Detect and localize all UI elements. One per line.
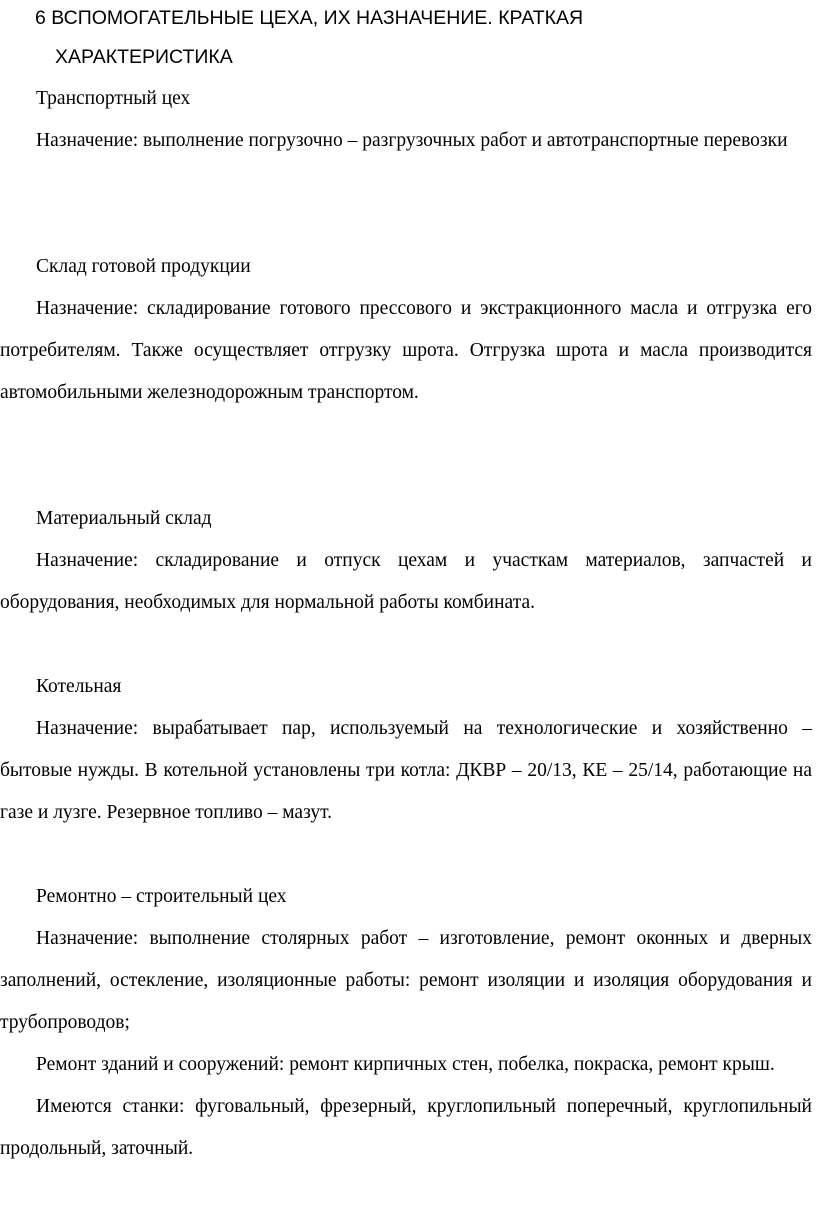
section-paragraph: Назначение: складирование готового прессового и экстракционного масла и отгрузка его потребителям. Также осуществляет отгрузку шрота. Отгрузка шрота и масла производится автомобильными железнодорожным транспортом. — [0, 298, 812, 403]
section-repair-construction — [0, 876, 812, 1170]
section-title: Котельная — [36, 676, 122, 697]
section-paragraph: Назначение: выполнение столярных работ – изготовление, ремонт оконных и дверных заполнений, остекление, изоляционные работы: ремонт изоляции и изоляция оборудования и трубопроводов; — [0, 928, 812, 1033]
section-title: Склад готовой продукции — [36, 256, 251, 277]
section-title: Ремонтно – строительный цех — [36, 886, 287, 907]
section-finished-goods-warehouse — [0, 246, 812, 414]
section-material-warehouse — [0, 498, 812, 624]
heading-line-2: ХАРАКТЕРИСТИКА — [55, 46, 233, 68]
section-paragraph: Имеются станки: фуговальный, фрезерный, круглопильный поперечный, круглопильный продольный, заточный. — [0, 1096, 812, 1159]
section-title: Транспортный цех — [36, 88, 191, 109]
section-transport — [0, 78, 812, 162]
section-paragraph: Назначение: складирование и отпуск цехам и участкам материалов, запчастей и оборудования, необходимых для нормальной работы комбината. — [0, 550, 812, 613]
section-paragraph: Назначение: выполнение погрузочно – разгрузочных работ и автотранспортные перевозки — [36, 130, 788, 151]
section-paragraph: Ремонт зданий и сооружений: ремонт кирпичных стен, побелка, покраска, ремонт крыш. — [36, 1054, 775, 1075]
heading-line-1: 6 ВСПОМОГАТЕЛЬНЫЕ ЦЕХА, ИХ НАЗНАЧЕНИЕ. КРАТКАЯ — [35, 7, 584, 29]
section-paragraph: Назначение: вырабатывает пар, используемый на технологические и хозяйственно – бытовые нужды. В котельной установлены три котла: ДКВР – 20/13, КЕ – 25/14, работающие на газе и лузге. Резервное топливо – мазут. — [0, 718, 812, 823]
section-boiler-house — [0, 666, 812, 834]
section-title: Материальный склад — [36, 508, 212, 529]
